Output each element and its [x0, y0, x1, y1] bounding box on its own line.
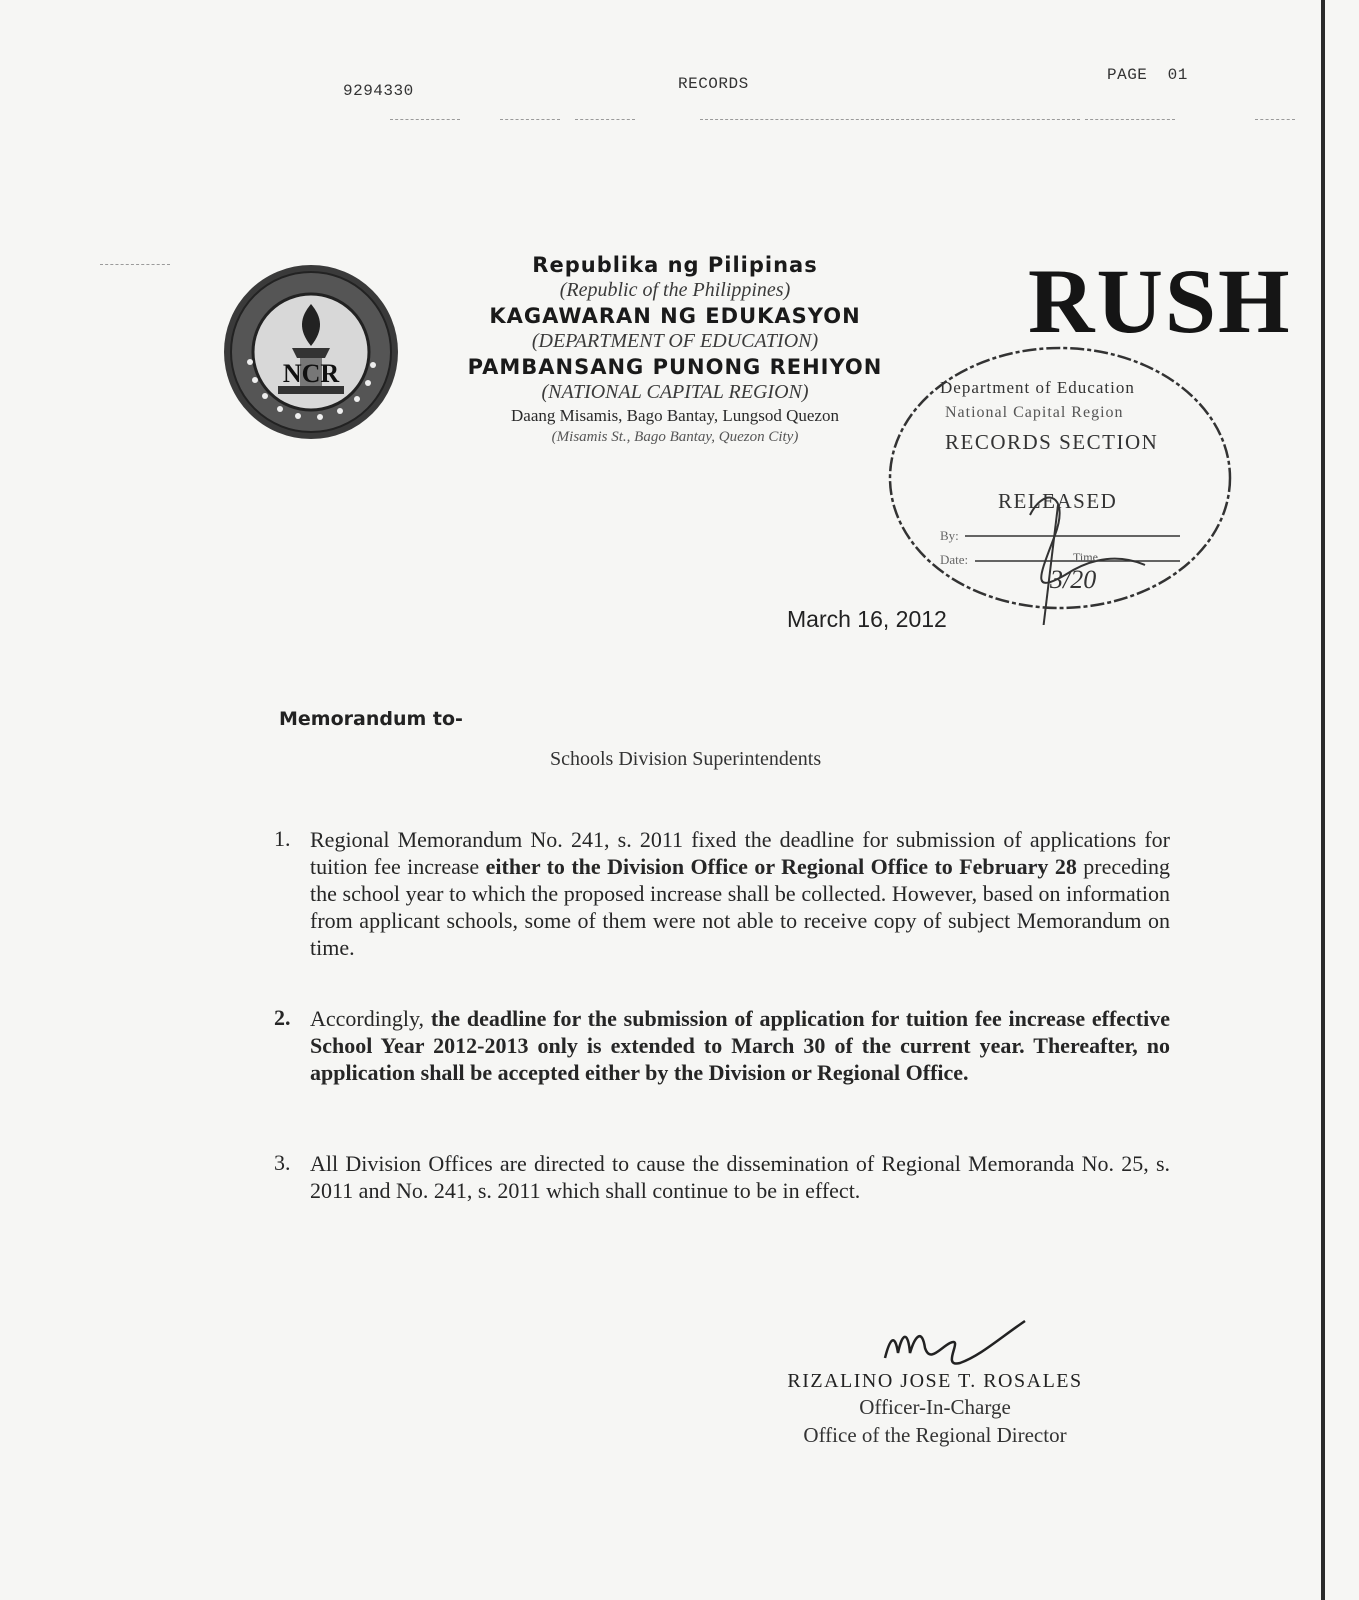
divider — [700, 119, 1080, 121]
signatory-title: Officer-In-Charge — [859, 1395, 1011, 1419]
paragraph-text: Regional Memorandum No. 241, s. 2011 fixed the deadline for submission of applications for tuition fee increase — [310, 827, 1170, 879]
signatory-office: Office of the Regional Director — [803, 1423, 1067, 1447]
divider — [1085, 119, 1175, 121]
svg-text:NCR: NCR — [282, 359, 340, 388]
rush-stamp: RUSH — [1028, 250, 1292, 352]
paragraph-bold-text: the deadline for the submission of application for tuition fee increase effective School Year 2012-2013 only is extended to March 30 of the current year. Thereafter, no application shall be accepted either by the Division or Regional Office. — [310, 1006, 1171, 1085]
letterhead — [430, 252, 920, 447]
letterhead-line: (DEPARTMENT OF EDUCATION) — [531, 330, 819, 352]
signature-block — [740, 1370, 1130, 1449]
stamp-status: RELEASED — [998, 489, 1118, 513]
paragraph-text: Accordingly, — [310, 1006, 431, 1031]
stamp-line: RECORDS SECTION — [945, 430, 1159, 454]
letterhead-line: PAMBANSANG PUNONG REHIYON — [467, 355, 883, 379]
paragraph-number: 1. — [274, 826, 291, 851]
fax-label: RECORDS — [678, 75, 749, 93]
letterhead-line: (Republic of the Philippines) — [559, 279, 791, 301]
paragraph-number: 3. — [274, 1150, 291, 1175]
divider — [500, 119, 560, 121]
stamp-time-label: Time — [1073, 550, 1098, 564]
divider — [1255, 119, 1295, 121]
divider — [575, 119, 635, 121]
memo-date: March 16, 2012 — [787, 606, 947, 632]
letterhead-line: (NATIONAL CAPITAL REGION) — [541, 381, 809, 403]
paragraph-bold-text: either to the Division Office or Regional Office to February 28 — [485, 854, 1077, 879]
signature-scribble — [880, 1318, 1030, 1378]
paragraph-text: preceding the school year to which the proposed increase shall be collected. However, based on information from applicant schools, some of them were not able to receive copy of subject Memorandum on time. — [310, 854, 1170, 960]
stamp-date-label: Date: — [940, 552, 969, 567]
divider — [390, 119, 460, 121]
paragraph-3 — [310, 1150, 1170, 1204]
fax-number: 9294330 — [343, 82, 414, 100]
page-edge — [1321, 0, 1325, 1600]
stamp-by-label: By: — [940, 528, 959, 543]
letterhead-line: Republika ng Pilipinas — [532, 253, 818, 277]
signatory-name: RIZALINO JOSE T. ROSALES — [787, 1370, 1083, 1392]
paragraph-2 — [310, 1005, 1170, 1086]
paragraph-text: All Division Offices are directed to cause the dissemination of Regional Memoranda No. 25, s. 2011 and No. 241, s. 2011 which shall continue to be in effect. — [310, 1151, 1170, 1203]
divider — [100, 264, 170, 266]
fax-page: PAGE 01 — [1107, 66, 1188, 84]
stamp-line: National Capital Region — [945, 404, 1124, 421]
stamp-handwritten-date: 3/20 — [1050, 565, 1097, 594]
paragraph-number: 2. — [274, 1005, 291, 1030]
memo-to-label: Memorandum to- — [279, 708, 463, 730]
stamp-line: Department of Education — [940, 378, 1135, 397]
deped-seal-icon — [220, 262, 402, 442]
letterhead-address: Daang Misamis, Bago Bantay, Lungsod Quezon — [511, 406, 839, 425]
letterhead-address-en: (Misamis St., Bago Bantay, Quezon City) — [551, 429, 799, 445]
paragraph-1 — [310, 826, 1170, 961]
letterhead-line: KAGAWARAN NG EDUKASYON — [489, 304, 861, 328]
memo-recipient: Schools Division Superintendents — [550, 748, 822, 770]
